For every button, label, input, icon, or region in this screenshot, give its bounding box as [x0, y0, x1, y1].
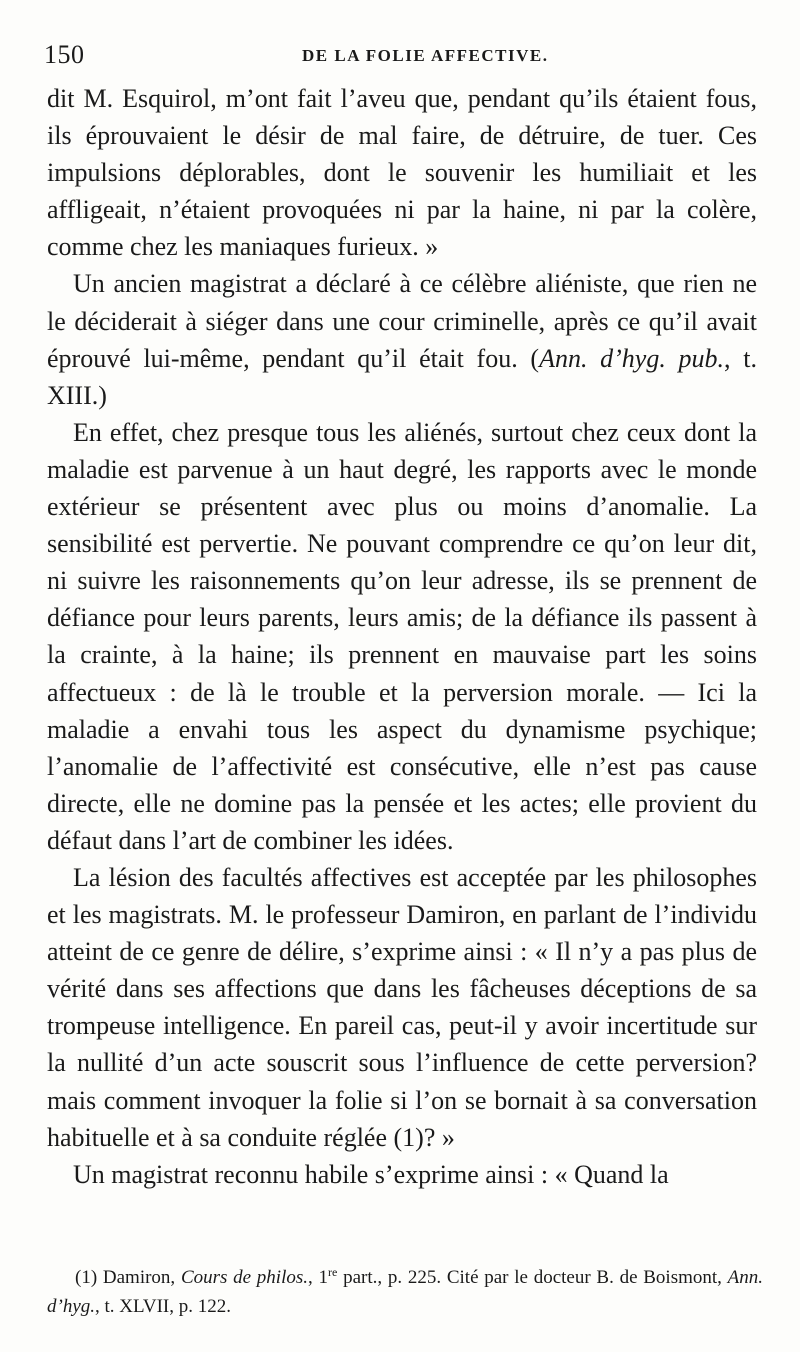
footnote-superscript: re — [328, 1265, 338, 1279]
footnote-part-c: , t. XLVII, p. 122. — [95, 1296, 232, 1317]
body-text — [47, 80, 757, 1193]
running-title: DE LA FOLIE AFFECTIVE. — [302, 46, 549, 65]
paragraph-magistrat — [47, 265, 757, 413]
paragraph-lesion: La lésion des facultés affectives est acceptée par les philosophes et les magistrats. M. le professeur Damiron, en parlant de l’individu atteint de ce genre de délire, s’exprime ainsi : « Il n’y a pas plus de vérité dans ses affections que dans les fâcheuses déceptions de sa trompeuse intelligence. En pareil cas, peut-il y avoir incertitude sur la nullité d’un acte souscrit sous l’influence de cette perversion? mais comment invoquer la folie si l’on se bornait à sa conversation habituelle et à sa conduite réglée (1)? » — [47, 862, 757, 1152]
footnote-part-a: , 1 — [308, 1267, 329, 1288]
reference-annales-volume: , t. XIII.) — [47, 343, 757, 410]
paragraph-un-magistrat: Un magistrat reconnu habile s’exprime ainsi : « Quand la — [73, 1159, 669, 1189]
footnotes — [47, 1258, 763, 1321]
paragraph-continuation: dit M. Esquirol, m’ont fait l’aveu que, pendant qu’ils étaient fous, ils éprouvaient le désir de mal faire, de détruire, de tuer. Ces impulsions déplorables, dont le souvenir les humiliait et les affligeait, n’étaient provoquées ni par la haine, ni par la colère, comme chez les maniaques furieux. » — [47, 84, 757, 262]
page-number: 150 — [44, 40, 85, 69]
page-header — [44, 40, 764, 74]
footnote-1 — [47, 1258, 763, 1321]
footnote-marker: (1) Damiron, — [75, 1267, 181, 1288]
footnote-journal-title: Ann. d’hyg. — [47, 1267, 764, 1317]
footnote-work-title: Cours de philos. — [180, 1267, 309, 1288]
reference-annales-title: Ann. d’hyg. pub. — [539, 343, 725, 373]
paragraph-en-effet: En effet, chez presque tous les aliénés, surtout chez ceux dont la maladie est parvenue à un haut degré, les rapports avec le monde extérieur se présentent avec plus ou moins d’anomalie. La sensibilité est pervertie. Ne pouvant comprendre ce qu’on leur dit, ni suivre les raisonnements qu’on leur adresse, ils se prennent de défiance pour leurs parents, leurs amis; de la défiance ils passent à la crainte, à la haine; ils prennent en mauvaise part les soins affectueux : de là le trouble et la perversion morale. — Ici la maladie a envahi tous les aspect du dynamisme psychique; l’anomalie de l’affectivité est consécutive, elle n’est pas cause directe, elle ne domine pas la pensée et les actes; elle provient du défaut dans l’art de combiner les idées. — [47, 417, 757, 855]
footnote-part-b: part., p. 225. Cité par le docteur B. de Boismont, — [337, 1267, 728, 1288]
paragraph-magistrat-text: Un ancien magistrat a déclaré à ce célèbre aliéniste, que rien ne le déciderait à siéger dans une cour criminelle, après ce qu’il avait éprouvé lui-même, pendant qu’il était fou. ( — [47, 269, 757, 373]
